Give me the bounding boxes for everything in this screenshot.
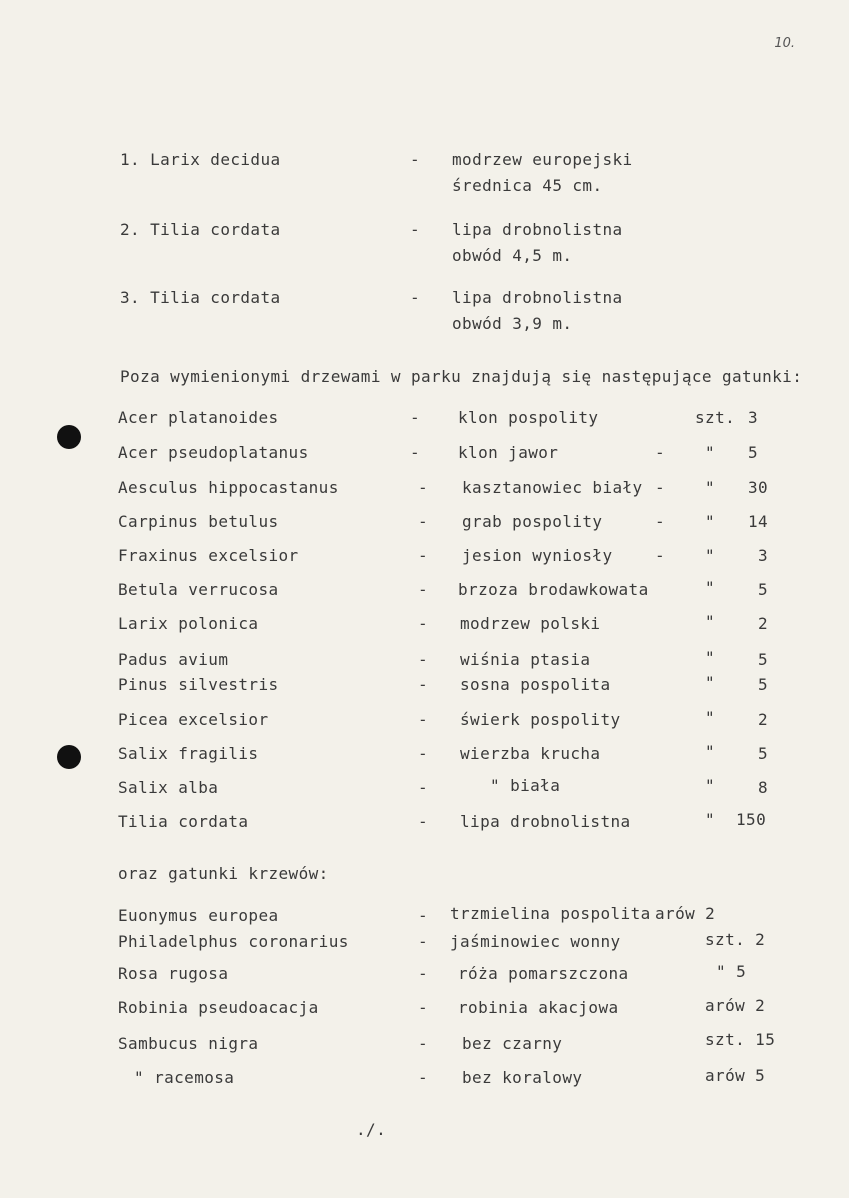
species-latin: Acer platanoides — [118, 408, 279, 427]
species-count: 5 — [758, 650, 769, 669]
species-dash: - — [418, 478, 429, 497]
species-unit: " — [705, 443, 716, 462]
species-count: 5 — [748, 443, 759, 462]
species-latin: Carpinus betulus — [118, 512, 279, 531]
shrub-latin: Philadelphus coronarius — [118, 932, 349, 951]
notable-measure: średnica 45 cm. — [452, 176, 603, 195]
punch-hole — [57, 745, 81, 769]
notable-desc: modrzew europejski — [452, 150, 633, 169]
species-count: 150 — [736, 810, 767, 829]
species-count: 5 — [758, 580, 769, 599]
species-latin: Aesculus hippocastanus — [118, 478, 339, 497]
species-latin: Larix polonica — [118, 614, 259, 633]
shrub-polish: trzmielina pospolita — [450, 904, 651, 923]
species-polish: kasztanowiec biały — [462, 478, 643, 497]
shrub-polish: bez koralowy — [462, 1068, 583, 1087]
species-latin: Picea excelsior — [118, 710, 269, 729]
species-polish: wiśnia ptasia — [460, 650, 591, 669]
shrub-polish: jaśminowiec wonny — [450, 932, 621, 951]
species-polish: klon jawor — [458, 443, 559, 462]
species-dash: - — [655, 478, 666, 497]
species-latin: Salix fragilis — [118, 744, 259, 763]
shrub-latin: " racemosa — [134, 1068, 235, 1087]
species-unit: " — [705, 578, 716, 597]
species-count: 2 — [758, 710, 769, 729]
notable-dash: - — [410, 220, 421, 239]
species-dash: - — [418, 778, 429, 797]
species-dash: - — [418, 744, 429, 763]
species-polish: świerk pospolity — [460, 710, 621, 729]
species-count: 8 — [758, 778, 769, 797]
shrubs-intro: oraz gatunki krzewów: — [118, 864, 329, 883]
species-polish: jesion wyniosły — [462, 546, 613, 565]
species-unit: " — [705, 810, 716, 829]
notable-name: 3. Tilia cordata — [120, 288, 281, 307]
species-latin: Salix alba — [118, 778, 219, 797]
notable-name: 1. Larix decidua — [120, 150, 281, 169]
species-unit: " — [705, 612, 716, 631]
shrub-polish: róża pomarszczona — [458, 964, 629, 983]
shrub-dash: - — [418, 964, 429, 983]
species-dash: - — [418, 812, 429, 831]
shrub-quantity: arów 2 — [705, 996, 766, 1015]
shrub-latin: Robinia pseudoacacja — [118, 998, 319, 1017]
species-dash: - — [418, 546, 429, 565]
continuation-mark: ./. — [356, 1120, 387, 1139]
species-polish: brzoza brodawkowata — [458, 580, 649, 599]
species-dash: - — [655, 546, 666, 565]
species-count: 5 — [758, 675, 769, 694]
shrub-quantity: szt. 2 — [705, 930, 766, 949]
species-unit: " — [705, 512, 716, 531]
notable-dash: - — [410, 288, 421, 307]
species-latin: Tilia cordata — [118, 812, 249, 831]
notable-name: 2. Tilia cordata — [120, 220, 281, 239]
species-dash: - — [410, 408, 421, 427]
species-latin: Padus avium — [118, 650, 229, 669]
species-unit: " — [705, 776, 716, 795]
species-latin: Pinus silvestris — [118, 675, 279, 694]
species-latin: Betula verrucosa — [118, 580, 279, 599]
species-count: 2 — [758, 614, 769, 633]
species-dash: - — [418, 650, 429, 669]
shrub-dash: - — [418, 1068, 429, 1087]
shrub-dash: - — [418, 906, 429, 925]
species-unit: " — [705, 546, 716, 565]
shrub-polish: robinia akacjowa — [458, 998, 619, 1017]
notable-dash: - — [410, 150, 421, 169]
shrub-quantity: arów 2 — [655, 904, 716, 923]
shrub-dash: - — [418, 1034, 429, 1053]
intro-line: Poza wymienionymi drzewami w parku znajdują się następujące gatunki: — [120, 367, 803, 386]
species-count: 5 — [758, 744, 769, 763]
species-dash: - — [410, 443, 421, 462]
notable-desc: lipa drobnolistna — [452, 220, 623, 239]
shrub-latin: Rosa rugosa — [118, 964, 229, 983]
species-polish: lipa drobnolistna — [460, 812, 631, 831]
notable-measure: obwód 3,9 m. — [452, 314, 573, 333]
species-polish: grab pospolity — [462, 512, 603, 531]
species-polish: " biała — [490, 776, 561, 795]
shrub-dash: - — [418, 932, 429, 951]
species-polish: klon pospolity — [458, 408, 599, 427]
species-dash: - — [418, 710, 429, 729]
species-dash: - — [418, 614, 429, 633]
shrub-quantity: szt. 15 — [705, 1030, 776, 1049]
species-unit: " — [705, 673, 716, 692]
species-dash: - — [655, 512, 666, 531]
species-unit: " — [705, 742, 716, 761]
species-unit: " — [705, 478, 716, 497]
species-dash: - — [418, 512, 429, 531]
shrub-latin: Sambucus nigra — [118, 1034, 259, 1053]
shrub-quantity: " 5 — [716, 962, 747, 981]
notable-measure: obwód 4,5 m. — [452, 246, 573, 265]
species-unit: " — [705, 648, 716, 667]
species-count: 14 — [748, 512, 769, 531]
species-unit: " — [705, 708, 716, 727]
species-latin: Fraxinus excelsior — [118, 546, 299, 565]
species-count: 3 — [758, 546, 769, 565]
species-dash: - — [418, 580, 429, 599]
shrub-polish: bez czarny — [462, 1034, 563, 1053]
species-polish: sosna pospolita — [460, 675, 611, 694]
species-unit: szt. — [695, 408, 736, 427]
shrub-quantity: arów 5 — [705, 1066, 766, 1085]
shrub-latin: Euonymus europea — [118, 906, 279, 925]
page-number: 10. — [774, 36, 795, 51]
species-count: 30 — [748, 478, 769, 497]
species-polish: wierzba krucha — [460, 744, 601, 763]
species-dash: - — [418, 675, 429, 694]
punch-hole — [57, 425, 81, 449]
species-polish: modrzew polski — [460, 614, 601, 633]
species-dash: - — [655, 443, 666, 462]
species-latin: Acer pseudoplatanus — [118, 443, 309, 462]
notable-desc: lipa drobnolistna — [452, 288, 623, 307]
species-count: 3 — [748, 408, 759, 427]
shrub-dash: - — [418, 998, 429, 1017]
